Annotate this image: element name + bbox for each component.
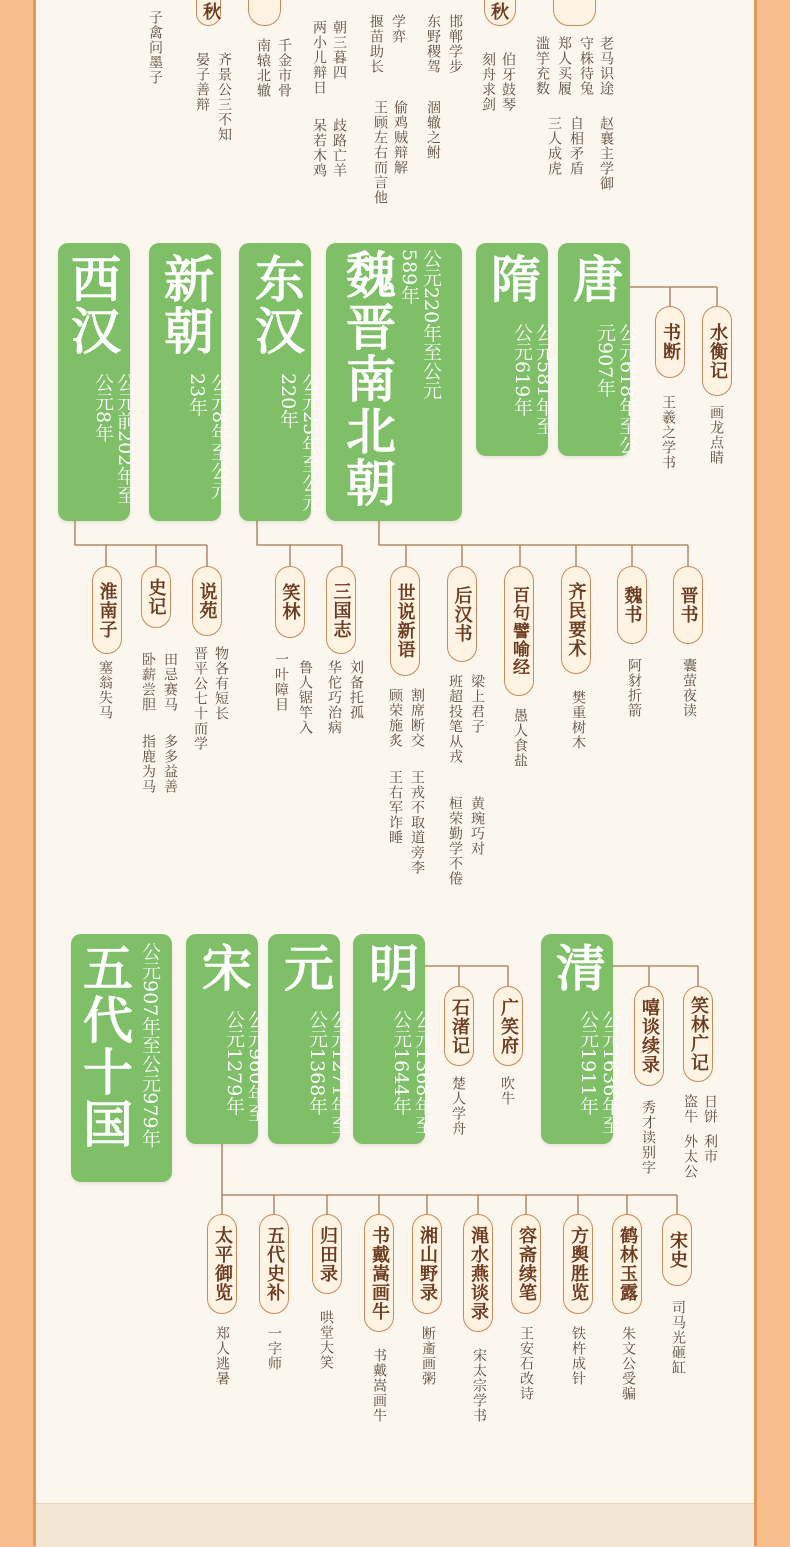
era-block (71, 934, 172, 1182)
idiom-text: 囊萤夜读 (681, 658, 697, 718)
book-title: 渑水燕谈录 (468, 1225, 489, 1321)
book-pill (655, 306, 685, 378)
idiom-text: 涸辙之鲋 (425, 100, 441, 160)
book-pill (312, 1214, 342, 1294)
era-name: 清 (548, 942, 607, 994)
book-title: 五代史补 (264, 1226, 285, 1302)
idiom-text: 画龙点睛 (708, 405, 724, 465)
idiom-text: 朝三暮四 (331, 20, 347, 80)
idiom-text: 物各有短长 (213, 646, 229, 721)
book-title: 秋 (200, 2, 221, 21)
book-pill (326, 566, 356, 654)
idiom-text: 秀才读别字 (640, 1100, 656, 1175)
era-block (558, 243, 638, 456)
era-date: 公元前202年至公元8年 (92, 373, 136, 505)
idiom-text: 日饼 (702, 1094, 718, 1124)
era-name: 元 (276, 942, 335, 994)
idiom-text: 伯牙鼓琴 (500, 52, 516, 112)
connector-line (379, 521, 688, 566)
idiom-text: 盗牛 (682, 1094, 698, 1124)
book-pill (561, 566, 591, 674)
book-pill (612, 1214, 642, 1314)
idiom-text: 滥竽充数 (534, 36, 550, 96)
era-name: 魏晋南北朝 (338, 249, 397, 509)
idiom-text: 刻舟求剑 (480, 52, 496, 112)
idiom-text: 自相矛盾 (568, 116, 584, 176)
idiom-text: 邯郸学步 (447, 14, 463, 74)
book-pill (617, 566, 647, 644)
era-date: 公元907年至公元979年 (139, 942, 161, 1148)
book-title: 广笑府 (498, 997, 519, 1055)
era-name: 新朝 (156, 253, 215, 357)
idiom-text: 王右军诈睡 (387, 770, 403, 845)
book-title: 鹤林玉露 (617, 1226, 638, 1302)
era-name: 隋 (483, 253, 542, 305)
idiom-text: 割席断交 (409, 688, 425, 748)
idiom-text: 华佗巧治病 (326, 660, 342, 735)
book-pill (275, 566, 305, 638)
idiom-text: 铁杵成针 (570, 1326, 586, 1386)
book-title: 书戴嵩画牛 (369, 1225, 390, 1321)
era-block (268, 934, 350, 1144)
idiom-text: 郑人逃暑 (214, 1326, 230, 1386)
idiom-text: 一叶障目 (273, 652, 289, 712)
idiom-text: 书戴嵩画牛 (371, 1348, 387, 1423)
era-date: 公元8年至公元23年 (186, 373, 230, 500)
idiom-text: 利市 (702, 1134, 718, 1164)
book-pill (207, 1214, 237, 1314)
era-block (476, 243, 555, 456)
book-pill (673, 566, 703, 644)
book-pill (447, 566, 477, 662)
idiom-text: 晏子善辩 (194, 52, 210, 112)
book-pill (563, 1214, 593, 1314)
idiom-text: 东野稷驾 (425, 14, 441, 74)
idiom-text: 断齑画粥 (420, 1326, 436, 1386)
book-pill (511, 1214, 541, 1314)
book-title: 秋 (488, 2, 509, 21)
idiom-text: 多多益善 (162, 734, 178, 794)
idiom-text: 楚人学舟 (450, 1076, 466, 1136)
idiom-text: 学弈 (390, 14, 406, 44)
idiom-text: 呆若木鸡 (311, 118, 327, 178)
idiom-text: 阿豺折箭 (626, 658, 642, 718)
era-name: 唐 (565, 253, 624, 305)
book-title: 嘻谈续录 (639, 998, 660, 1074)
connector-line (75, 521, 207, 566)
idiom-text: 外太公 (682, 1134, 698, 1179)
book-pill (463, 1214, 493, 1332)
idiom-text: 黄琬巧对 (469, 796, 485, 856)
idiom-text: 守株待兔 (578, 36, 594, 96)
idiom-text: 班超投笔从戎 (447, 674, 463, 764)
idiom-text: 朱文公受骗 (620, 1326, 636, 1401)
era-block (239, 243, 321, 521)
book-title: 魏书 (621, 586, 643, 624)
connector-line (425, 966, 508, 986)
idiom-text: 晋平公七十而学 (192, 646, 208, 751)
book-title: 归田录 (317, 1225, 338, 1283)
connector-line (222, 1144, 677, 1214)
idiom-text: 一字师 (266, 1326, 282, 1371)
idiom-text: 桓荣勤学不倦 (447, 796, 463, 886)
idiom-text: 王安石改诗 (518, 1326, 534, 1401)
book-title: 宋史 (667, 1231, 688, 1269)
book-pill-fragment (553, 0, 596, 26)
book-title: 水衡记 (707, 322, 728, 380)
book-pill (702, 306, 732, 396)
idiom-text: 顾荣施炙 (387, 688, 403, 748)
idiom-text: 老马识途 (598, 36, 614, 96)
book-pill (412, 1214, 442, 1314)
book-pill (504, 566, 534, 696)
idiom-text: 南辕北辙 (255, 38, 271, 98)
book-pill (683, 986, 713, 1082)
era-date: 公元1271年至公元1368年 (306, 1010, 350, 1135)
idiom-text: 王羲之学书 (660, 395, 676, 470)
era-name: 宋 (194, 942, 253, 994)
idiom-text: 三人成虎 (546, 116, 562, 176)
era-date: 公元1636年至公元1911年 (577, 1010, 621, 1135)
era-name: 明 (361, 942, 420, 994)
idiom-text: 千金市骨 (276, 38, 292, 98)
era-date: 公元960年至公元1279年 (223, 1010, 267, 1123)
era-block (541, 934, 621, 1144)
era-date: 公元618年至公元907年 (594, 323, 638, 455)
book-pill (444, 986, 474, 1066)
idiom-text: 偷鸡贼辩解 (392, 100, 408, 175)
era-date: 公元581年至公元619年 (511, 323, 555, 436)
era-name: 五代十国 (75, 942, 134, 1150)
book-title: 齐民要术 (565, 582, 587, 658)
book-pill (192, 566, 222, 636)
book-title: 史记 (145, 578, 167, 616)
era-name: 西汉 (63, 253, 122, 357)
book-pill (662, 1214, 692, 1286)
book-title: 笑林广记 (688, 996, 709, 1072)
idiom-text: 樊重树木 (570, 690, 586, 750)
idiom-text: 吹牛 (499, 1076, 515, 1106)
idiom-text: 王顾左右而言他 (372, 100, 388, 205)
idiom-text: 愚人食盐 (512, 708, 528, 768)
idiom-text: 梁上君子 (469, 674, 485, 734)
idiom-text: 鲁人锯竿入 (297, 660, 313, 735)
book-pill (92, 566, 122, 654)
book-title: 说苑 (196, 582, 218, 620)
book-pill (493, 986, 523, 1066)
book-title: 容斋续笔 (516, 1226, 537, 1302)
idiom-text: 齐景公三不知 (216, 52, 232, 142)
book-title: 笑林 (279, 583, 301, 621)
book-title: 湘山野录 (417, 1226, 438, 1302)
era-date: 公元1368年至公元1644年 (390, 1010, 434, 1135)
idiom-text: 卧薪尝胆 (140, 652, 156, 712)
book-title: 晋书 (677, 586, 699, 624)
era-block (326, 243, 462, 521)
idiom-text: 两小儿辩日 (311, 20, 327, 95)
idiom-text: 王戎不取道旁李 (409, 770, 425, 875)
era-block (149, 243, 230, 521)
idiom-text: 歧路亡羊 (331, 118, 347, 178)
idiom-text: 司马光砸缸 (670, 1300, 686, 1375)
book-pill (259, 1214, 289, 1314)
book-pill (634, 986, 664, 1086)
book-pill (364, 1214, 394, 1332)
idiom-text: 刘备托孤 (348, 660, 364, 720)
idiom-text: 宋太宗学书 (471, 1348, 487, 1423)
idiom-text: 子禽问墨子 (147, 10, 163, 85)
book-title: 方舆胜览 (568, 1226, 589, 1302)
idiom-text: 塞翁失马 (97, 660, 113, 720)
book-title: 后汉书 (451, 585, 473, 643)
book-title: 石渚记 (449, 997, 470, 1055)
era-date: 公元25年至公元220年 (277, 373, 321, 512)
connector-line (630, 287, 717, 306)
idiom-text: 哄堂大笑 (318, 1310, 334, 1370)
book-title: 世说新语 (394, 583, 416, 659)
idiom-text: 田忌赛马 (162, 652, 178, 712)
book-title: 太平御览 (212, 1226, 233, 1302)
idiom-text: 郑人买履 (556, 36, 572, 96)
idiom-text: 指鹿为马 (140, 734, 156, 794)
book-title: 书断 (660, 323, 681, 361)
idiom-text: 赵襄主学御 (598, 116, 614, 191)
book-title: 三国志 (330, 581, 352, 639)
book-title: 淮南子 (96, 581, 118, 639)
era-block (186, 934, 267, 1144)
era-date: 公元220年至公元589年 (398, 249, 442, 400)
era-block (58, 243, 136, 521)
book-pill (390, 566, 420, 676)
idiom-text: 揠苗助长 (368, 14, 384, 74)
connector-line (613, 966, 698, 986)
era-name: 东汉 (247, 253, 306, 357)
era-block (353, 934, 434, 1144)
book-pill (141, 566, 171, 628)
book-title: 百句譬喻经 (509, 586, 529, 676)
